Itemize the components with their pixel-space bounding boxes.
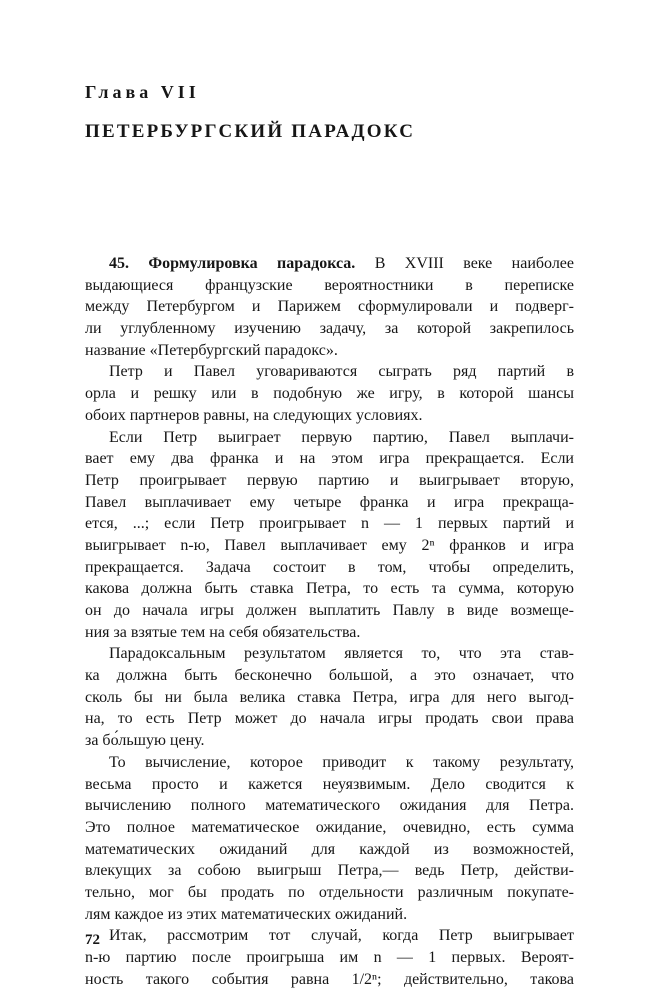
text-line: ка должна быть бесконечно большой, а это означает, что [85, 667, 574, 685]
text-line: название «Петербургский парадокс». [85, 341, 338, 359]
text-line: Павел выплачивает ему четыре франка и игра прекраща- [85, 493, 574, 511]
text-line: математических ожиданий для каждой из возможностей, [85, 840, 574, 858]
text-line: орла и решку или в подобную же игру, в которой шансы [85, 385, 574, 403]
text-line: ность такого события равна 1/2ⁿ; действительно, такова [85, 970, 574, 988]
text-line: он до начала игры должен выплатить Павлу в виде возмеще- [85, 602, 574, 619]
text-line: обоих партнеров равны, на следующих условиях. [85, 406, 423, 424]
text-line: ния за взятые тем на себя обязательства. [85, 623, 361, 641]
text-line: вает ему два франка и на этом игра прекращается. Если [85, 450, 574, 468]
paragraph-2 [85, 361, 574, 426]
text-line: за бо́льшую цену. [85, 732, 205, 750]
text-line: Итак, рассмотрим тот случай, когда Петр выигрывает [109, 927, 574, 945]
text-line: ется, ...; если Петр проигрывает n — 1 первых партий и [85, 515, 574, 533]
paragraph-5 [85, 752, 574, 926]
paragraph-6 [85, 925, 574, 990]
text-line: на, то есть Петр может до начала игры продать свои права [85, 710, 574, 728]
text-line: То вычисление, которое приводит к такому результату, [109, 753, 574, 771]
text-line-fragment: В XVIII веке наиболее [374, 255, 574, 272]
text-line: Парадоксальным результатом является то, что эта став- [109, 645, 574, 663]
text-line: Если Петр выиграет первую партию, Павел выплачи- [109, 428, 574, 446]
text-line: Петр проигрывает первую партию и выигрывает вторую, [85, 471, 574, 489]
body-text [85, 253, 574, 990]
section-heading: 45. Формулировка парадокса. [109, 255, 356, 272]
text-line: между Петербургом и Парижем сформулировали и подверг- [85, 298, 574, 316]
text-line: Петр и Павел уговариваются сыграть ряд партий в [109, 363, 574, 381]
chapter-title: ПЕТЕРБУРГСКИЙ ПАРАДОКС [85, 121, 416, 142]
page-number: 72 [85, 932, 100, 948]
text-line: вычислению полного математического ожидания для Петра. [85, 797, 574, 815]
text-line: лям каждое из этих математических ожиданий. [85, 905, 408, 923]
text-line: выигрывает n-ю, Павел выплачивает ему 2ⁿ франков и игра [85, 536, 574, 554]
text-line: какова должна быть ставка Петра, то есть та сумма, которую [85, 580, 574, 598]
text-line: выдающиеся французские вероятностники в переписке [85, 276, 574, 294]
text-line: сколь бы ни была велика ставка Петра, игра для него выгод- [85, 688, 574, 706]
text-line: ли углубленному изучению задачу, за которой закрепилось [85, 320, 574, 338]
text-line: тельно, мог бы продать по отдельности различным покупате- [85, 883, 574, 901]
text-line: влекущих за собою выигрыш Петра,— ведь Петр, действи- [85, 862, 574, 880]
text-line: Это полное математическое ожидание, очевидно, есть сумма [85, 818, 574, 836]
text-line: весьма просто и кажется неуязвимым. Дело сводится к [85, 775, 574, 793]
chapter-label: Глава VII [85, 82, 200, 102]
paragraph-4 [85, 643, 574, 751]
paragraph-3 [85, 427, 574, 644]
text-line [85, 253, 574, 275]
text-line: прекращается. Задача состоит в том, чтобы определить, [85, 558, 574, 576]
paragraph-1 [85, 253, 574, 361]
text-line: n-ю партию после проигрыша им n — 1 первых. Вероят- [85, 949, 574, 966]
